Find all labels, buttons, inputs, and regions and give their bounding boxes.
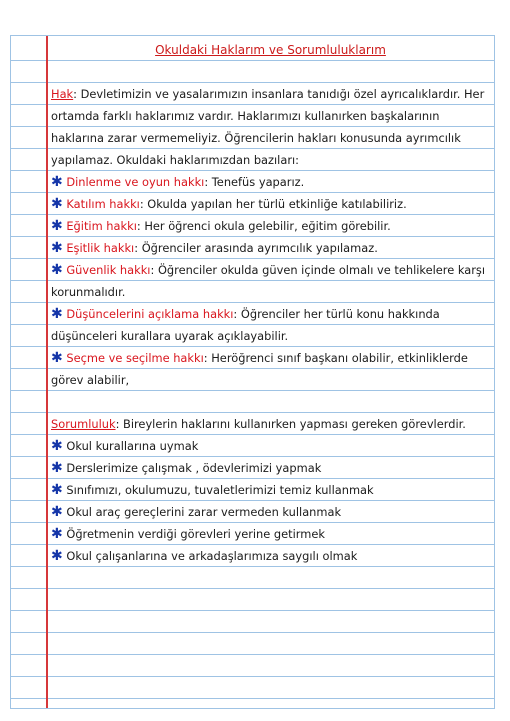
star-bullet-icon: ✱ — [51, 460, 63, 476]
responsibility-item — [51, 457, 490, 479]
sorumluluk-definition-line: Sorumluluk: Bireylerin haklarını kullanırken yapması gereken görevlerdir. — [51, 417, 466, 431]
right-desc: : Öğrenciler her türlü konu hakkında — [233, 307, 440, 321]
right-name: Güvenlik hakkı — [66, 263, 151, 277]
star-bullet-icon: ✱ — [51, 438, 63, 454]
responsibility-item — [51, 501, 490, 523]
responsibility-text: Sınıfımızı, okulumuzu, tuvaletlerimizi temiz kullanmak — [66, 483, 374, 497]
right-name: Eğitim hakkı — [66, 219, 137, 233]
hak-definition-line: haklarına zarar vermemeliyiz. Öğrencilerin hakları konusunda ayrımcılık — [51, 131, 461, 145]
right-item — [51, 303, 490, 325]
hak-definition-line: ortamda farklı haklarımız vardır. Haklarımızı kullanırken başkalarının — [51, 109, 440, 123]
right-item — [51, 347, 490, 369]
star-bullet-icon: ✱ — [51, 174, 63, 190]
right-continuation: görev alabilir, — [51, 373, 130, 387]
right-desc: : Okulda yapılan her türlü etkinliğe katılabiliriz. — [139, 197, 407, 211]
right-desc: : Öğrenciler okulda güven içinde olmalı ve tehlikelere karşı — [150, 263, 485, 277]
responsibility-text: Okul kurallarına uymak — [66, 439, 199, 453]
right-item — [51, 237, 490, 259]
right-name: Seçme ve seçilme hakkı — [66, 351, 204, 365]
star-bullet-icon: ✱ — [51, 306, 63, 322]
star-bullet-icon: ✱ — [51, 548, 63, 564]
sorumluluk-term: Sorumluluk — [51, 417, 116, 431]
star-bullet-icon: ✱ — [51, 240, 63, 256]
hak-definition-line: Hak: Devletimizin ve yasalarımızın insanlara tanıdığı özel ayrıcalıklardır. Her — [51, 87, 485, 101]
right-desc: : Öğrenciler arasında ayrımcılık yapılamaz. — [134, 241, 378, 255]
right-name: Eşitlik hakkı — [66, 241, 135, 255]
right-item — [51, 171, 490, 193]
right-desc: : Her öğrenci okula gelebilir, eğitim görebilir. — [136, 219, 391, 233]
star-bullet-icon: ✱ — [51, 504, 63, 520]
responsibility-text: Derslerimize çalışmak , ödevlerimizi yapmak — [66, 461, 322, 475]
margin-line — [46, 36, 48, 708]
right-item — [51, 215, 490, 237]
star-bullet-icon: ✱ — [51, 218, 63, 234]
right-name: Düşüncelerini açıklama hakkı — [66, 307, 234, 321]
hak-term: Hak — [51, 87, 74, 101]
right-name: Dinlenme ve oyun hakkı — [66, 175, 205, 189]
responsibility-item — [51, 479, 490, 501]
responsibility-text: Öğretmenin verdiği görevleri yerine getirmek — [66, 527, 325, 541]
responsibility-text: Okul çalışanlarına ve arkadaşlarımıza saygılı olmak — [66, 549, 358, 563]
page-title: Okuldaki Haklarım ve Sorumluluklarım — [155, 43, 386, 57]
star-bullet-icon: ✱ — [51, 482, 63, 498]
right-item — [51, 193, 490, 215]
responsibility-item — [51, 523, 490, 545]
right-continuation: düşünceleri kurallara uyarak açıklayabilir. — [51, 329, 289, 343]
right-continuation: korunmalıdır. — [51, 285, 126, 299]
responsibility-item — [51, 435, 490, 457]
star-bullet-icon: ✱ — [51, 350, 63, 366]
right-item — [51, 259, 490, 281]
star-bullet-icon: ✱ — [51, 262, 63, 278]
notebook-page — [10, 35, 495, 709]
star-bullet-icon: ✱ — [51, 196, 63, 212]
responsibility-item — [51, 545, 490, 567]
hak-definition-line: yapılamaz. Okuldaki haklarımızdan bazıları: — [51, 153, 300, 167]
right-desc: : Heröğrenci sınıf başkanı olabilir, etkinliklerde — [203, 351, 468, 365]
responsibility-text: Okul araç gereçlerini zarar vermeden kullanmak — [66, 505, 342, 519]
right-desc: : Tenefüs yaparız. — [204, 175, 305, 189]
star-bullet-icon: ✱ — [51, 526, 63, 542]
right-name: Katılım hakkı — [66, 197, 140, 211]
